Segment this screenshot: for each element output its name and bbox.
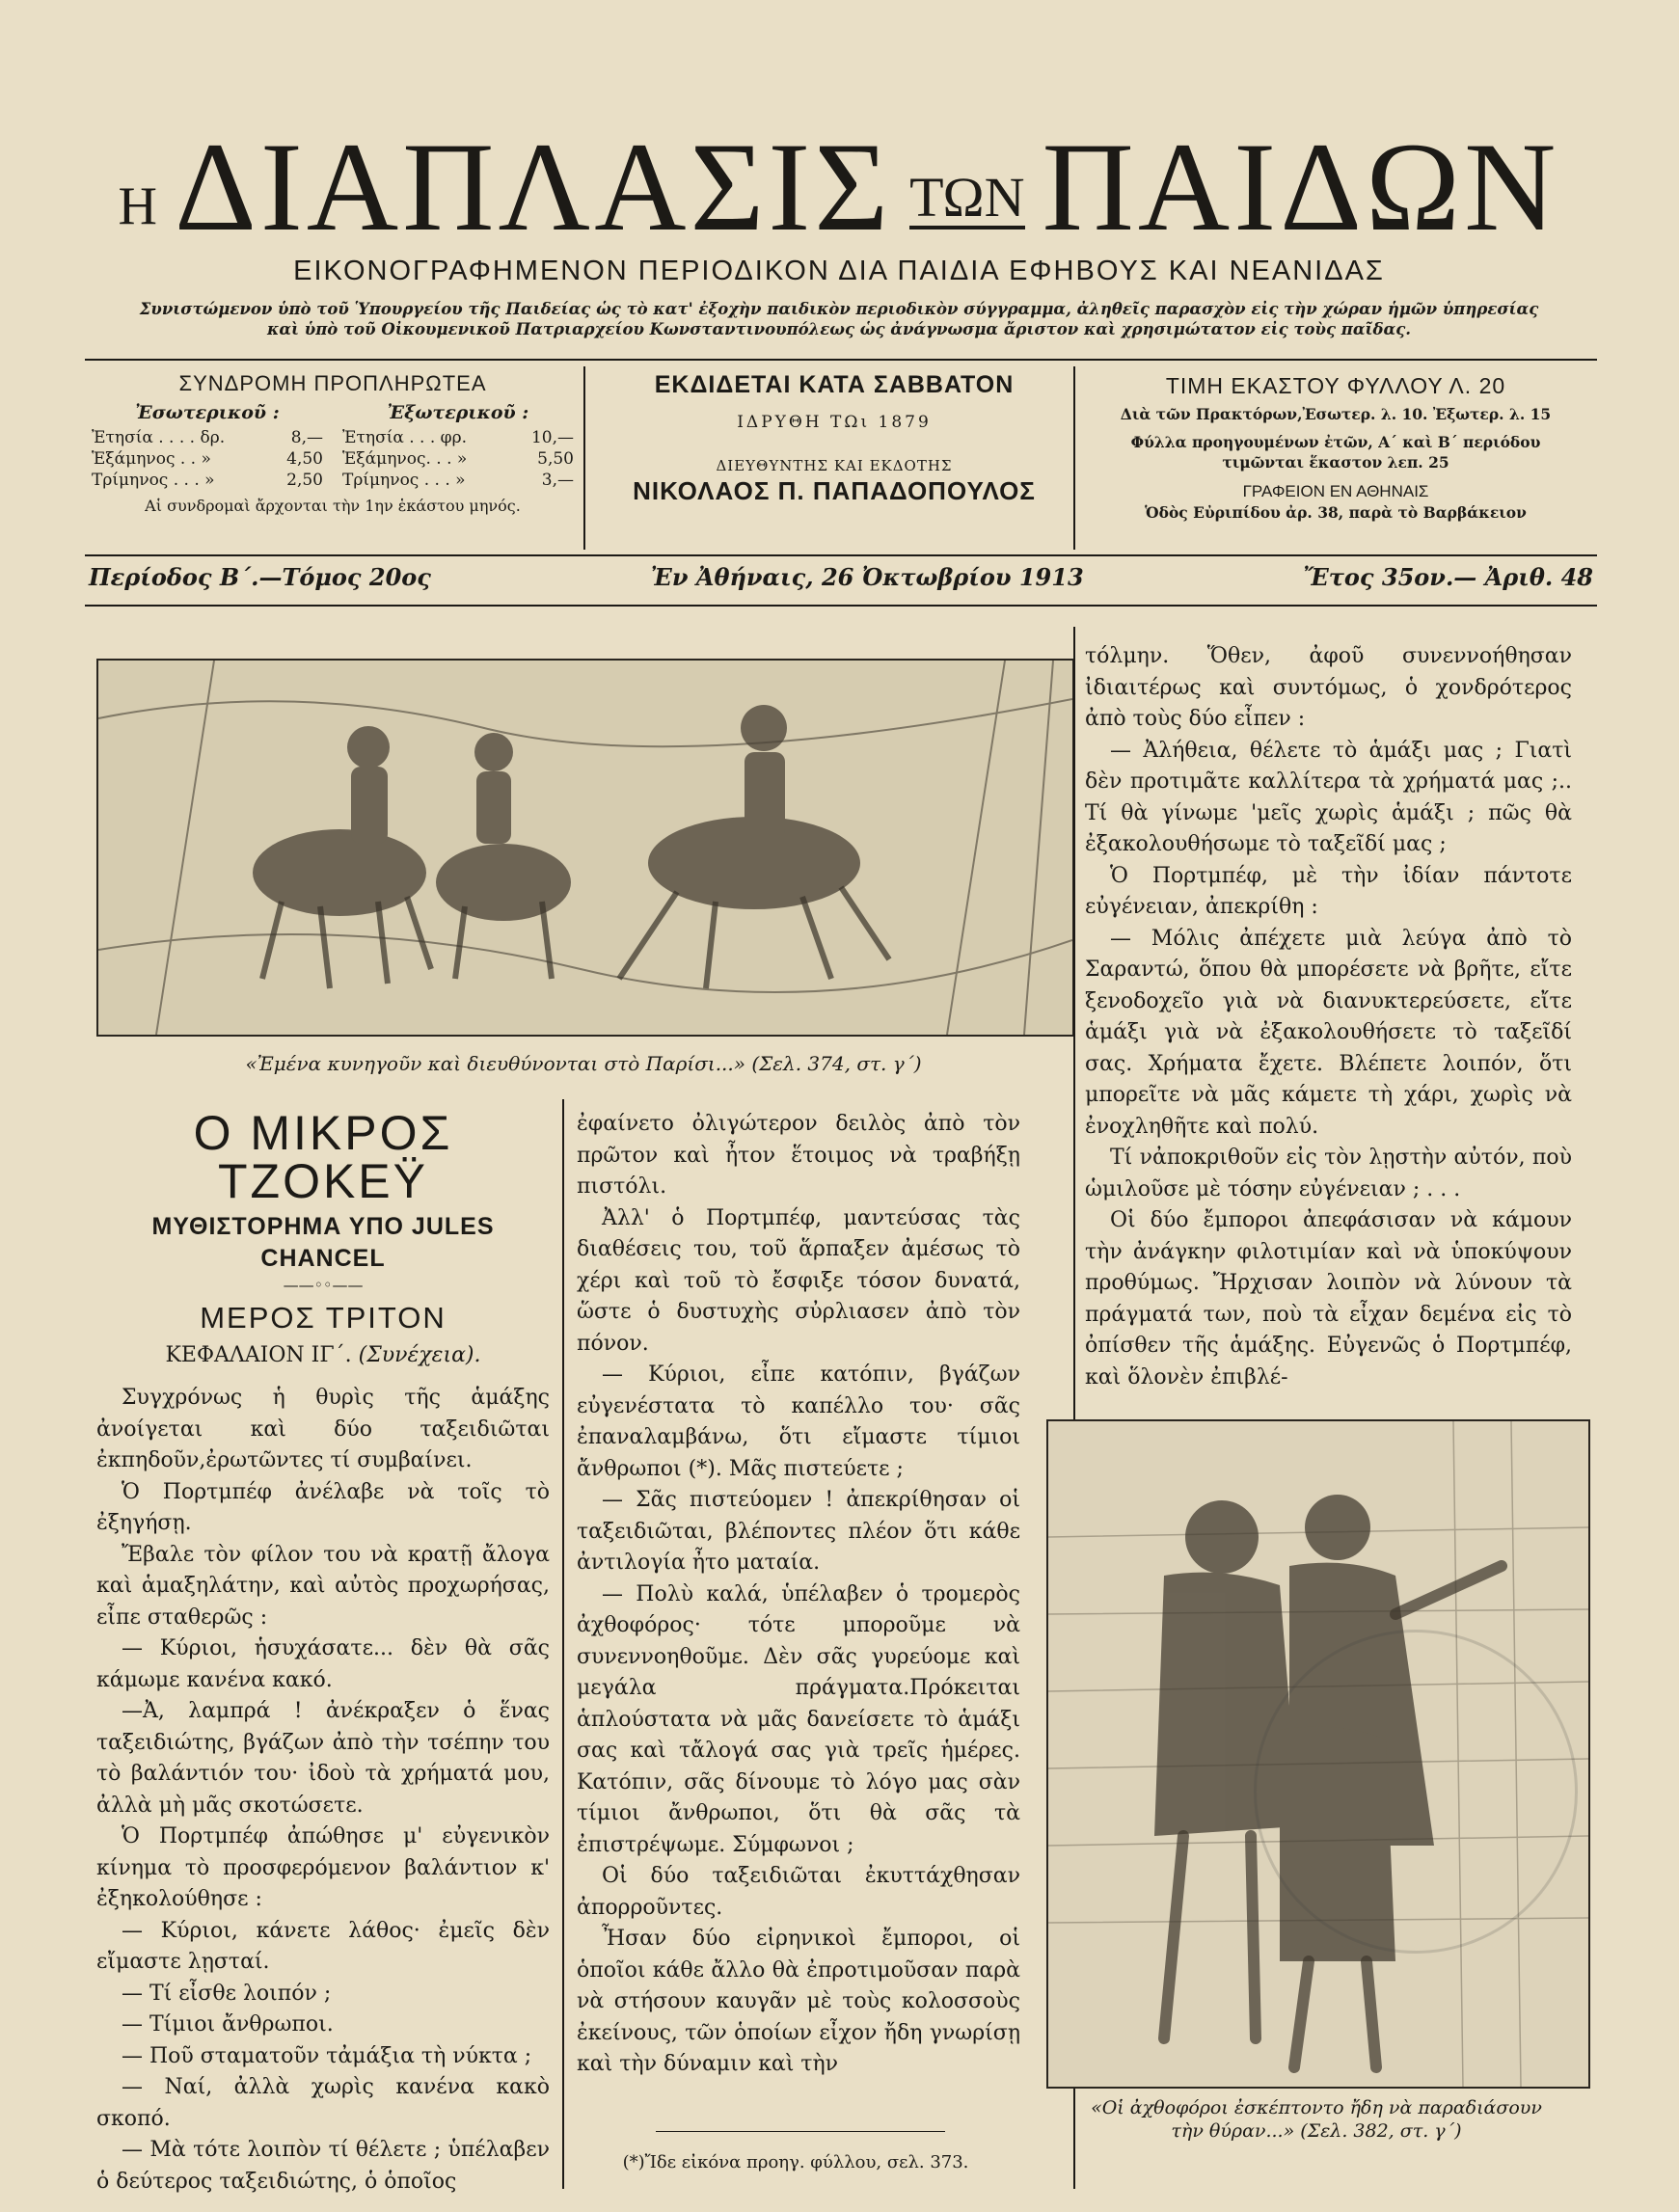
masthead-title-right: ΠΑΙΔΩΝ xyxy=(1042,116,1560,257)
subscription-foreign xyxy=(342,402,574,491)
editor-label: ΔΙΕΥΘΥΝΤΗΣ ΚΑΙ ΕΚΔΟΤΗΣ xyxy=(716,457,953,474)
masthead-endorsement xyxy=(96,299,1582,340)
paragraph: — Ναί, ἀλλὰ χωρὶς κανένα κακὸ σκοπό. xyxy=(96,2075,550,2131)
paragraph: — Κύριοι, κάνετε λάθος· ἐμεῖς δὲν εἴμαστε λῃσταί. xyxy=(96,1918,550,1974)
pricing-back-issues: Φύλλα προηγουμένων ἐτῶν, Α΄ καὶ Β΄ περιόδου xyxy=(1130,432,1541,451)
paragraph: Ὁ Πορτμπέφ ἀπώθησε μ' εὐγενικὸν κίνημα τὸ προσφερόμενον βαλάντιον κ' ἐξηκολούθησε : xyxy=(96,1824,550,1911)
publication-schedule: ΕΚΔΙΔΕΤΑΙ ΚΑΤΑ ΣΑΒΒΑΤΟΝ xyxy=(654,371,1015,398)
price-row: Τρίμηνος . . . » 2,50 xyxy=(92,471,323,490)
paragraph: Ἦσαν δύο εἰρηνικοὶ ἔμποροι, οἱ ὁποῖοι κάθε ἄλλο θὰ ἐπροτιμοῦσαν παρὰ νὰ στήσουν καυγᾶν μὲ τοὺς κολοσσοὺς ἐκείνους, τῶν ὁποίων εἶχον ἤδη γνωρίσῃ καὶ τὴν δύναμιν καὶ τὴν xyxy=(577,1927,1020,2076)
story-chapter xyxy=(96,1340,550,1372)
publication-founded: ΙΔΡΥΘΗ ΤΩι 1879 xyxy=(737,413,932,432)
paragraph: — Σᾶς πιστεύομεν ! ἀπεκρίθησαν οἱ ταξειδιῶται, βλέποντες πλέον ὅτι κάθε ἀντιλογία ἦτο ματαία. xyxy=(577,1488,1020,1575)
paragraph: ἐφαίνετο ὀλιγώτερον δειλὸς ἀπὸ τὸν πρῶτον καὶ ἦτον ἕτοιμος νὰ τραβήξῃ πιστόλι. xyxy=(577,1112,1020,1199)
paragraph: Συγχρόνως ἡ θυρὶς τῆς ἁμάξης ἀνοίγεται καὶ δύο ταξειδιῶται ἐκπηδοῦν,ἐρωτῶντες τί συμβαίνει. xyxy=(96,1386,550,1472)
masthead-article: Η xyxy=(118,176,157,236)
footnote-rule xyxy=(656,2131,945,2132)
pricing-title: ΤΙΜΗ ΕΚΑΣΤΟΥ ΦΥΛΛΟΥ Λ. 20 xyxy=(1165,373,1506,398)
subscription-box xyxy=(92,371,574,515)
paragraph: Ὁ Πορτμπέφ ἀνέλαβε νὰ τοῖς τὸ ἐξηγήσῃ. xyxy=(96,1479,550,1535)
masthead-subtitle: ΕΙΚΟΝΟΓΡΑΦΗΜΕΝΟΝ ΠΕΡΙΟΔΙΚΟΝ ΔΙΑ ΠΑΙΔΙΑ ΕΦΗΒΟΥΣ ΚΑΙ ΝΕΑΝΙΔΑΣ xyxy=(293,256,1385,286)
dateline-issue: Ἔτος 35ον.— Ἀριθ. 48 xyxy=(1303,563,1593,591)
pricing-box xyxy=(1080,371,1591,524)
top-illustration-caption: «Ἐμένα κυνηγοῦν καὶ διευθύνονται στὸ Παρίσι...» (Σελ. 374, στ. γ΄) xyxy=(245,1052,922,1075)
subscription-title: ΣΥΝΔΡΟΜΗ ΠΡΟΠΛΗΡΩΤΕΑ xyxy=(178,371,487,395)
paragraph: Οἱ δύο ἔμποροι ἀπεφάσισαν νὰ κάμουν τὴν ἀνάγκην φιλοτιμίαν καὶ νὰ ὑποκύψουν προθύμως. Ἤρχισαν λοιπὸν νὰ λύνουν τὰ πράγματά των, ποὺ τὰ εἶχαν δεμένα εἰς τὸ ὀπίσθεν τῆς ἁμάξης. Εὐγενῶς ὁ Πορτμπέφ, καὶ ὅλονὲν ἐπιβλέ- xyxy=(1085,1208,1572,1389)
story-column-3 xyxy=(1085,641,1572,1393)
office-title: ΓΡΑΦΕΙΟΝ ΕΝ ΑΘΗΝΑΙΣ xyxy=(1242,481,1429,500)
story-column-1 xyxy=(96,1106,550,2198)
chapter-note: (Συνέχεια). xyxy=(358,1342,481,1367)
domestic-heading: Ἐσωτερικοῦ : xyxy=(135,402,280,423)
dateline-period: Περίοδος Β΄.—Τόμος 20ος xyxy=(89,563,431,591)
horsemen-illustration xyxy=(96,659,1074,1037)
paragraph: — Πολὺ καλά, ὑπέλαβεν ὁ τρομερὸς ἀχθοφόρος· τότε μποροῦμε νὰ συνεννοηθοῦμε. Δὲν σᾶς γυρεύομε καὶ μεγάλα πράγματα.Πρόκειται ἁπλούστατα νὰ μᾶς δανείσετε τὸ ἁμάξι σας καὶ τἄλογά σας γιὰ τρεῖς ἡμέρες. Κατόπιν, σᾶς δίνουμε τὸ λόγο μας σὰν τίμιοι ἄνθρωποι, ὅτι θὰ σᾶς τὰ ἐπιστρέψωμε. Σύμφωνοι ; xyxy=(577,1581,1020,1857)
ornament-divider: ——◦◦—— xyxy=(283,1276,364,1294)
paragraph: — Ἀλήθεια, θέλετε τὸ ἁμάξι μας ; Γιατὶ δὲν προτιμᾶτε καλλίτερα τὰ χρήματά μας ;.. Τί θὰ γίνωμε 'μεῖς χωρὶς ἁμάξι ; πῶς θὰ ἐξακολουθήσωμε τὸ ταξεῖδί μας ; xyxy=(1085,738,1572,856)
paragraph: τόλμην. Ὅθεν, ἀφοῦ συνεννοήθησαν ἰδιαιτέρως καὶ συντόμως, ὁ χονδρότερος ἀπὸ τοὺς δύο εἶπεν : xyxy=(1085,644,1572,731)
paragraph: — Τίμιοι ἄνθρωποι. xyxy=(122,2012,334,2037)
chapter-title: ΚΕΦΑΛΑΙΟΝ ΙΓ΄. xyxy=(165,1342,352,1367)
paragraph: Ἔβαλε τὸν φίλον του νὰ κρατῇ ἄλογα καὶ ἁμαξηλάτην, καὶ αὐτὸς προχωρήσας, εἶπε σταθερῶς : xyxy=(96,1542,550,1630)
pricing-agents: Διὰ τῶν Πρακτόρων,Ἐσωτερ. λ. 10. Ἐξωτερ. λ. 15 xyxy=(1120,405,1552,424)
header-rule-bottom xyxy=(85,605,1597,607)
right-caption-line-1: «Οἱ ἀχθοφόροι ἐσκέπτοντο ἤδη νὰ παραδιάσουν xyxy=(1091,2097,1542,2118)
masthead-title xyxy=(96,106,1582,257)
paragraph: Τί νἀποκριθοῦν εἰς τὸν λῃστὴν αὐτόν, ποὺ ὡμιλοῦσε μὲ τόσην εὐγένειαν ; . . . xyxy=(1085,1146,1572,1201)
paragraph: —Ἀ, λαμπρά ! ἀνέκραξεν ὁ ἕνας ταξειδιώτης, βγάζων ἀπὸ τὴν τσέπην του τὸ βαλάντιόν του· ἰδοὺ τὰ χρήματά μου, ἀλλὰ μὴ μᾶς σκοτώσετε. xyxy=(96,1699,550,1818)
paragraph: — Κύριοι, εἶπε κατόπιν, βγάζων εὐγενέστατα τὸ καπέλλο του· σᾶς ἐπαναλαμβάνω, ὅτι εἴμαστε τίμιοι ἄνθρωποι (*). Μᾶς πιστεύετε ; xyxy=(577,1362,1020,1481)
dateline xyxy=(89,563,1593,591)
price-row: Ἐτησία . . . φρ. 10,— xyxy=(342,428,574,447)
horsemen-engraving xyxy=(98,661,1072,1035)
paragraph: — Τί εἶσθε λοιπόν ; xyxy=(122,1981,332,2006)
header-rule-top xyxy=(85,359,1597,361)
subscription-domestic xyxy=(92,402,323,491)
library-stamp xyxy=(1254,1630,1578,1954)
publication-box xyxy=(598,371,1070,506)
story-subtitle: ΜΥΘΙΣΤΟΡΗΜΑ ΥΠΟ JULES CHANCEL xyxy=(151,1213,495,1272)
price-row: Ἐτησία . . . . δρ. 8,— xyxy=(92,428,323,447)
column-divider-1 xyxy=(562,1099,564,2189)
pricing-back-issues-price: τιμῶνται ἕκαστον λεπ. 25 xyxy=(1222,452,1449,472)
footnote: (*)Ἴδε εἰκόνα προηγ. φύλλου, σελ. 373. xyxy=(622,2152,969,2172)
story-column-2 xyxy=(577,1109,1020,2081)
right-illustration-caption xyxy=(1046,2096,1586,2143)
masthead-title-left: ΔΙΑΠΛΑΣΙΣ xyxy=(175,116,893,257)
price-row: Ἑξάμηνος . . » 4,50 xyxy=(92,449,323,469)
column-1-text xyxy=(96,1383,550,2198)
paragraph: Ὁ Πορτμπέφ, μὲ τὴν ἰδίαν πάντοτε εὐγένειαν, ἀπεκρίθη : xyxy=(1085,863,1572,919)
paragraph: — Μὰ τότε λοιπὸν τί θέλετε ; ὑπέλαβεν ὁ δεύτερος ταξειδιώτης, ὁ ὁποῖος xyxy=(96,2138,550,2194)
endorsement-line-2: καὶ ὑπὸ τοῦ Οἰκουμενικοῦ Πατριαρχείου Κωνσταντινουπόλεως ὡς ἀνάγνωσμα ἄριστον καὶ χρησιμώτατον εἰς τοὺς παῖδας. xyxy=(266,320,1412,339)
paragraph: Οἱ δύο ταξειδιῶται ἐκυττάχθησαν ἀπορροῦντες. xyxy=(577,1864,1020,1920)
dateline-date: Ἐν Ἀθήναις, 26 Ὀκτωβρίου 1913 xyxy=(650,563,1084,591)
price-row: Τρίμηνος . . . » 3,— xyxy=(342,471,574,490)
office-address: Ὁδὸς Εὐριπίδου ἀρ. 38, παρὰ τὸ Βαρβάκειον xyxy=(1145,502,1527,522)
paragraph: — Μόλις ἀπέχετε μιὰ λεύγα ἀπὸ τὸ Σαραντώ, ὅπου θὰ μπορέσετε νὰ βρῆτε, εἴτε ξενοδοχεῖο γιὰ νὰ διανυκτερεύσετε, εἴτε ἁμάξι γιὰ νὰ ἐξακολουθήσετε τὸ ταξεῖδί σας. Χρήματα ἔχετε. Βλέπετε λοιπόν, ὅτι μπορεῖτε νὰ μᾶς κάμετε τὴ χάρι, χωρὶς νὰ ἐνοχληθῆτε καὶ πολύ. xyxy=(1085,926,1572,1139)
masthead-title-mid: ΤΩΝ xyxy=(909,166,1025,229)
foreign-heading: Ἐξωτερικοῦ : xyxy=(387,402,529,423)
editor-name: ΝΙΚΟΛΑΟΣ Π. ΠΑΠΑΔΟΠΟΥΛΟΣ xyxy=(633,476,1036,505)
paragraph: — Κύριοι, ἡσυχάσατε... δὲν θὰ σᾶς κάμωμε κανένα κακό. xyxy=(96,1636,550,1692)
header-divider-right xyxy=(1073,366,1075,550)
price-row: Ἑξάμηνος. . . » 5,50 xyxy=(342,449,574,469)
right-caption-line-2: τὴν θύραν...» (Σελ. 382, στ. γ΄) xyxy=(1171,2120,1462,2142)
header-rule-mid xyxy=(85,554,1597,556)
endorsement-line-1: Συνιστώμενον ὑπὸ τοῦ Ὑπουργείου τῆς Παιδείας ὡς τὸ κατ' ἐξοχὴν παιδικὸν περιοδικὸν σύγγραμμα, ἀληθεῖς παρασχὸν εἰς τὴν χώραν ἡμῶν ὑπηρεσίας xyxy=(139,300,1539,318)
story-title: Ο ΜΙΚΡΟΣ ΤΖΟΚΕΫ xyxy=(193,1106,453,1208)
paragraph: Ἀλλ' ὁ Πορτμπέφ, μαντεύσας τὰς διαθέσεις του, τοῦ ἅρπαξεν ἀμέσως τὸ χέρι καὶ τοῦ τὸ ἔσφιξε τόσον δυνατά, ὥστε ὁ δυστυχὴς σὐρλιασεν ἀπὸ τὸν πόνον. xyxy=(577,1205,1020,1356)
header-divider-left xyxy=(583,366,585,550)
paragraph: — Ποῦ σταματοῦν τἀμάξια τὴ νύκτα ; xyxy=(122,2043,532,2068)
subscription-note: Αἱ συνδρομαὶ ἄρχονται τὴν 1ην ἑκάστου μηνός. xyxy=(145,497,521,515)
story-part: ΜΕΡΟΣ ΤΡΙΤΟΝ xyxy=(200,1301,447,1335)
